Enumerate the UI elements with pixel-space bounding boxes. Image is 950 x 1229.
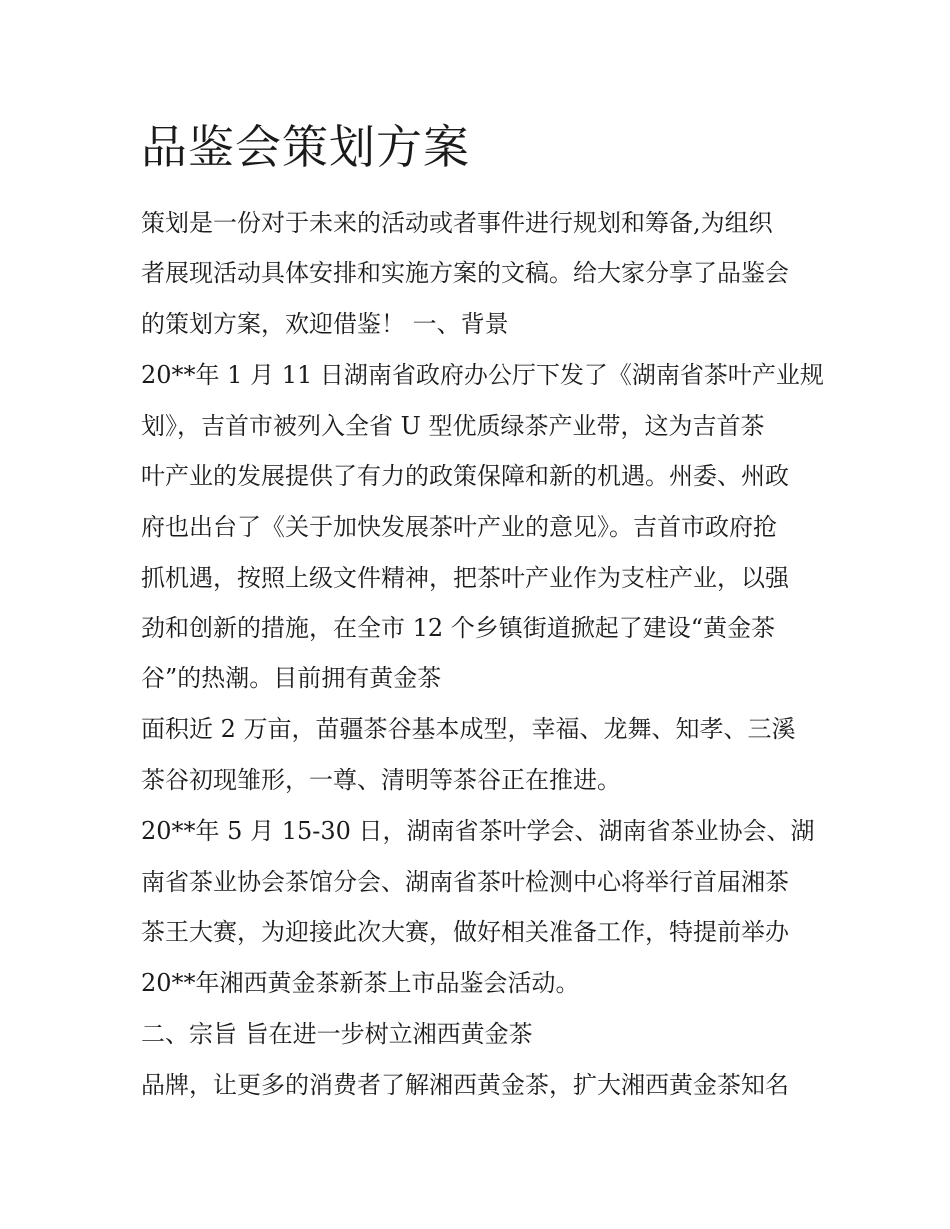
body-line-5: 划》，吉首市被列入全省 U 型优质绿茶产业带，这为吉首茶	[141, 412, 765, 440]
body-line-9: 劲和创新的措施，在全市 12 个乡镇街道掀起了建设“黄金茶	[141, 614, 776, 642]
body-line-17: 二、宗旨 旨在进一步树立湘西黄金茶	[141, 1020, 533, 1048]
body-line-16: 20**年湘西黄金茶新茶上市品鉴会活动。	[141, 969, 580, 997]
body-line-3: 的策划方案，欢迎借鉴！ 一、背景	[141, 310, 509, 338]
body-line-11: 面积近 2 万亩，苗疆茶谷基本成型，幸福、龙舞、知孝、三溪	[141, 715, 796, 743]
body-line-1: 策划是一份对于未来的活动或者事件进行规划和筹备,为组织	[141, 209, 773, 237]
body-line-13: 20**年 5 月 15-30 日，湖南省茶叶学会、湖南省茶业协会、湖	[141, 817, 815, 845]
body-line-4: 20**年 1 月 11 日湖南省政府办公厅下发了《湖南省茶叶产业规	[141, 361, 824, 389]
body-line-12: 茶谷初现雏形，一尊、清明等茶谷正在推进。	[141, 766, 621, 794]
body-line-6: 叶产业的发展提供了有力的政策保障和新的机遇。州委、州政	[141, 462, 789, 490]
body-line-8: 抓机遇，按照上级文件精神，把茶叶产业作为支柱产业，以强	[141, 564, 789, 592]
body-line-14: 南省茶业协会茶馆分会、湖南省茶叶检测中心将举行首届湘茶	[141, 868, 789, 896]
document-title: 品鉴会策划方案	[141, 120, 470, 174]
body-line-10: 谷”的热潮。目前拥有黄金茶	[141, 664, 442, 692]
body-line-18: 品牌，让更多的消费者了解湘西黄金茶，扩大湘西黄金茶知名	[141, 1071, 789, 1099]
body-line-2: 者展现活动具体安排和实施方案的文稿。给大家分享了品鉴会	[141, 259, 789, 287]
body-line-15: 茶王大赛，为迎接此次大赛，做好相关准备工作，特提前举办	[141, 918, 789, 946]
body-line-7: 府也出台了《关于加快发展茶叶产业的意见》。吉首市政府抢	[141, 513, 777, 541]
